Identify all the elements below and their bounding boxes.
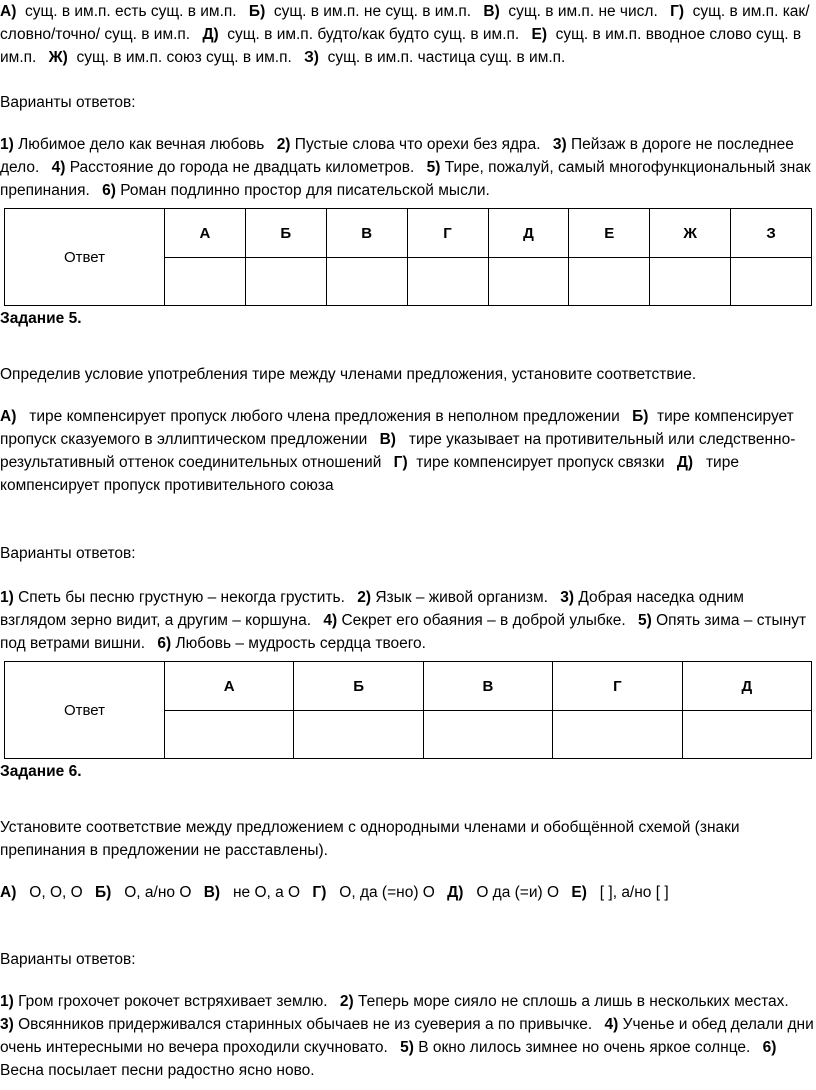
answer-header-z: З: [731, 209, 812, 258]
variant-text: Спеть бы песню грустную – некогда грустить.: [18, 589, 345, 606]
answer-cell[interactable]: [569, 258, 650, 306]
answer-cell[interactable]: [326, 258, 407, 306]
scheme-text: не О, а О: [232, 884, 301, 901]
scheme-text: О да (=и) О: [476, 884, 560, 901]
scheme-letter: Д): [447, 884, 464, 901]
task5-options: [0, 405, 814, 497]
option-letter: Б): [632, 408, 649, 425]
option-text: тире компенсирует пропуск противительного союза: [0, 454, 739, 494]
variant-text: Добрая наседка одним взглядом зерно видит, а другим – коршуна.: [0, 589, 744, 629]
variant-text: Пейзаж в дороге не последнее дело.: [0, 136, 794, 176]
variant-number: 4): [604, 1016, 619, 1033]
option-text: тире компенсирует пропуск связки: [416, 454, 665, 471]
variant-text: Секрет его обаяния – в доброй улыбке.: [341, 612, 626, 629]
variant-number: 3): [0, 1016, 14, 1033]
variant-text: В окно лилось зимнее но очень яркое солнце.: [418, 1039, 751, 1056]
answer-header-e: Е: [569, 209, 650, 258]
task6-title: Задание 6.: [0, 763, 82, 780]
scheme-text: О, да (=но) О: [339, 884, 435, 901]
option-letter: В): [379, 431, 396, 448]
scheme-text: О, а/но О: [124, 884, 192, 901]
variant-number: 6): [157, 635, 172, 652]
answer-header-d: Д: [488, 209, 569, 258]
option-letter: Г): [393, 454, 408, 471]
option-text: сущ. в им.п. не числ.: [508, 3, 658, 20]
variant-text: Тире, пожалуй, самый многофункциональный знак препинания.: [0, 159, 811, 199]
option-letter: Е): [531, 26, 548, 43]
task6-schemes: [0, 881, 814, 904]
option-letter: Д): [676, 454, 694, 471]
variant-number: 6): [102, 182, 116, 199]
variant-number: 5): [400, 1039, 414, 1056]
option-text: тире компенсирует пропуск сказуемого в эллиптическом предложении: [0, 408, 794, 448]
answer-header-d: Д: [682, 662, 811, 711]
task5-answer-table: [4, 661, 812, 759]
variant-text: Весна посылает песни радостно ясно ново.: [0, 1062, 315, 1079]
option-letter: Г): [670, 3, 685, 20]
option-letter: Ж): [48, 49, 68, 66]
option-text: сущ. в им.п. как/словно/точно/ сущ. в им.п.: [0, 3, 810, 43]
answer-cell[interactable]: [165, 711, 294, 759]
variant-number: 5): [638, 612, 652, 629]
answer-header-b: Б: [294, 662, 423, 711]
task4-variants-heading: Варианты ответов:: [0, 94, 136, 111]
variant-number: 4): [51, 159, 66, 176]
option-text: сущ. в им.п. не сущ. в им.п.: [273, 3, 472, 20]
variant-text: Язык – живой организм.: [375, 589, 548, 606]
variant-text: Ученье и обед делали дни очень интересными но вечера проходили скучновато.: [0, 1016, 814, 1056]
scheme-text: [ ], а/но [ ]: [599, 884, 669, 901]
task4-options: [0, 0, 814, 69]
answer-cell[interactable]: [731, 258, 812, 306]
answer-header-g: Г: [553, 662, 682, 711]
variant-text: Опять зима – стынут под ветрами вишни.: [0, 612, 807, 652]
variant-number: 3): [552, 136, 567, 153]
option-text: сущ. в им.п. частица сущ. в им.п.: [327, 49, 566, 66]
answer-header-v: В: [326, 209, 407, 258]
variant-text: Гром грохочет рокочет встряхивает землю.: [18, 993, 328, 1010]
answer-label: Ответ: [5, 209, 165, 306]
option-text: сущ. в им.п. союз сущ. в им.п.: [76, 49, 292, 66]
variant-number: 2): [357, 589, 372, 606]
variant-number: 2): [339, 993, 354, 1010]
task5-instruction: Определив условие употребления тире между членами предложения, установите соответствие.: [0, 366, 697, 383]
scheme-letter: Б): [95, 884, 112, 901]
variant-number: 2): [276, 136, 291, 153]
variant-text: Теперь море сияло не сплошь а лишь в нескольких местах.: [358, 993, 789, 1010]
task6-variants-heading: Варианты ответов:: [0, 951, 136, 968]
option-letter: Б): [248, 3, 266, 20]
option-letter: З): [304, 49, 319, 66]
variant-text: Роман подлинно простор для писательской мысли.: [120, 182, 490, 199]
option-letter: А): [0, 408, 17, 425]
variant-text: Овсянников придерживался старинных обычаев не из суеверия а по привычке.: [18, 1016, 593, 1033]
variant-text: Расстояние до города не двадцать километров.: [69, 159, 415, 176]
task5-variants-heading: Варианты ответов:: [0, 545, 136, 562]
scheme-letter: А): [0, 884, 17, 901]
variant-number: 1): [0, 589, 14, 606]
task4-variants: [0, 133, 814, 202]
answer-cell[interactable]: [294, 711, 423, 759]
option-letter: Д): [202, 26, 219, 43]
option-text: сущ. в им.п. вводное слово сущ. в им.п.: [0, 26, 802, 66]
answer-header-b: Б: [245, 209, 326, 258]
variant-number: 4): [323, 612, 338, 629]
answer-header-a: А: [165, 662, 294, 711]
option-letter: В): [483, 3, 500, 20]
answer-header-a: А: [165, 209, 246, 258]
variant-number: 3): [560, 589, 575, 606]
answer-cell[interactable]: [682, 711, 811, 759]
answer-header-g: Г: [407, 209, 488, 258]
answer-cell[interactable]: [407, 258, 488, 306]
answer-cell[interactable]: [165, 258, 246, 306]
answer-header-v: В: [423, 662, 552, 711]
option-text: тире компенсирует пропуск любого члена предложения в неполном предложении: [29, 408, 620, 425]
task6-variants: [0, 990, 814, 1082]
variant-number: 5): [426, 159, 441, 176]
scheme-letter: Е): [571, 884, 587, 901]
answer-header-zh: Ж: [650, 209, 731, 258]
task4-answer-table: [4, 208, 812, 306]
answer-cell[interactable]: [488, 258, 569, 306]
task6-instruction: Установите соответствие между предложением с однородными членами и обобщённой схемой (знаки препинания в предложении не расставлены).: [0, 819, 740, 859]
scheme-letter: В): [203, 884, 221, 901]
scheme-letter: Г): [312, 884, 327, 901]
option-text: сущ. в им.п. есть сущ. в им.п.: [24, 3, 237, 20]
answer-label: Ответ: [5, 662, 165, 759]
variant-text: Пустые слова что орехи без ядра.: [294, 136, 541, 153]
option-text: тире указывает на противительный или следственно-результативный оттенок соединительных отношений: [0, 431, 796, 471]
variant-text: Любовь – мудрость сердца твоего.: [175, 635, 426, 652]
answer-cell[interactable]: [245, 258, 326, 306]
task5-title: Задание 5.: [0, 310, 82, 327]
variant-text: Любимое дело как вечная любовь: [18, 136, 265, 153]
task5-variants: [0, 586, 814, 655]
answer-cell[interactable]: [423, 711, 552, 759]
option-letter: А): [0, 3, 17, 20]
option-text: сущ. в им.п. будто/как будто сущ. в им.п.: [227, 26, 520, 43]
scheme-text: О, О, О: [29, 884, 83, 901]
answer-cell[interactable]: [650, 258, 731, 306]
variant-number: 6): [762, 1039, 777, 1056]
variant-number: 1): [0, 993, 14, 1010]
variant-number: 1): [0, 136, 14, 153]
answer-cell[interactable]: [553, 711, 682, 759]
